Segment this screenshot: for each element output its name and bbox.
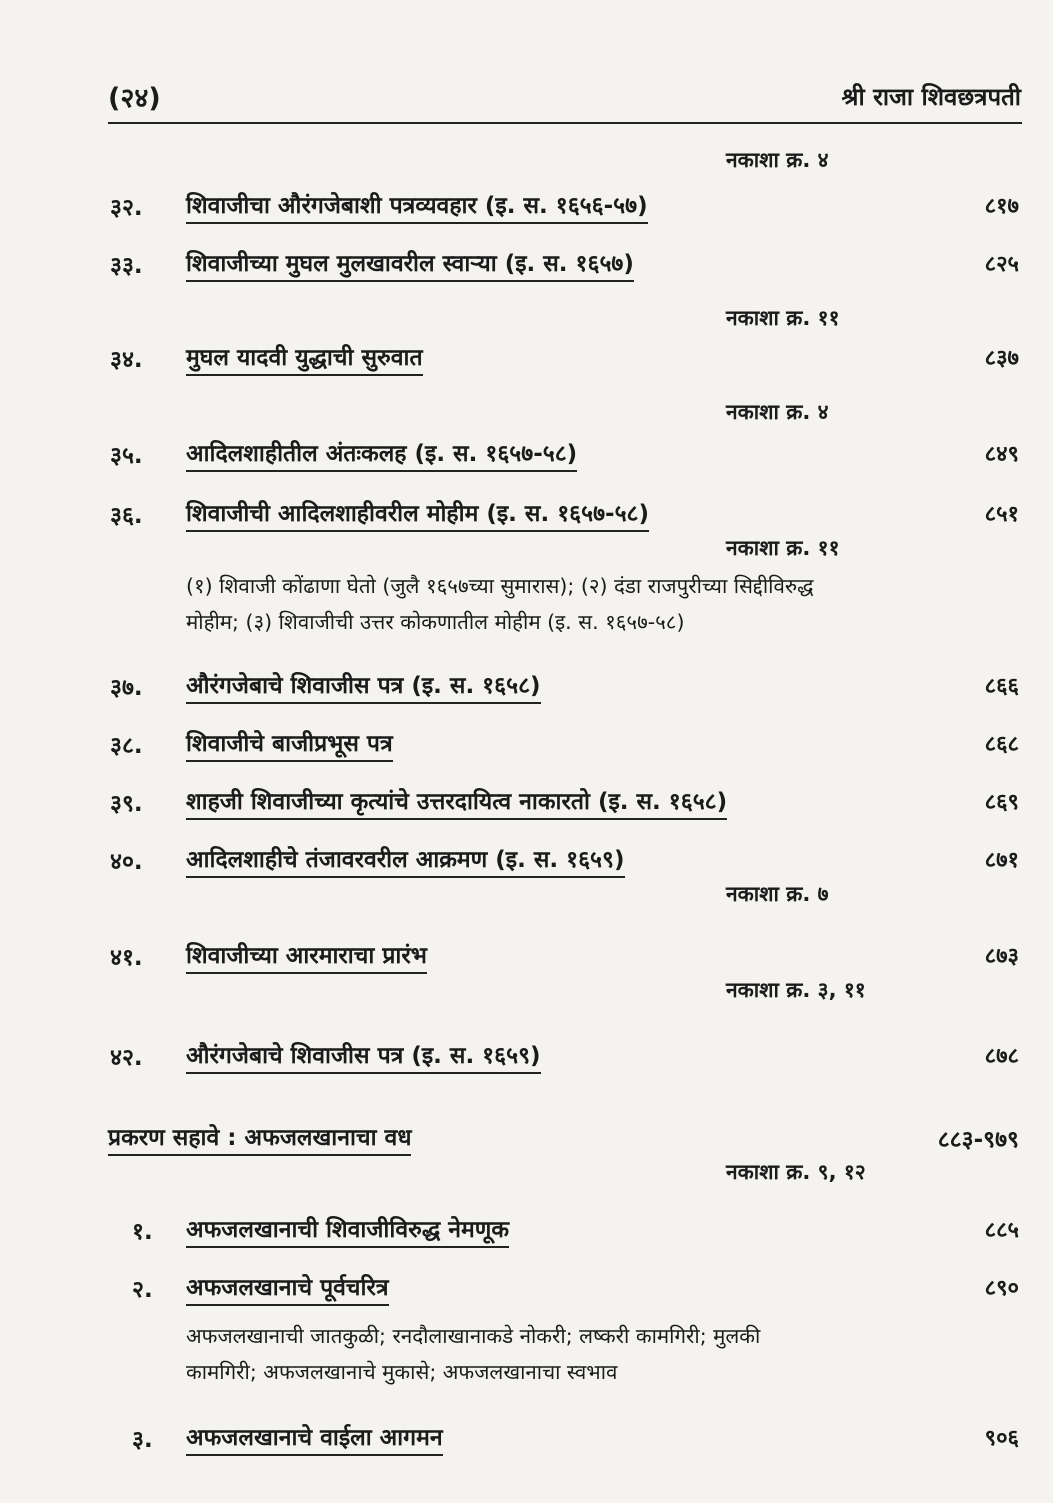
toc-entry[interactable] xyxy=(0,186,1053,226)
entry-number: ३४. xyxy=(110,347,143,373)
entry-page: ८१७ xyxy=(984,194,1019,219)
toc-entry[interactable] xyxy=(0,244,1053,284)
entry-title: शिवाजीचा औरंगजेबाशी पत्रव्यवहार (इ. स. १६५६-५७) xyxy=(186,188,648,224)
subtopic-line: कामगिरी; अफजलखानाचे मुकासे; अफजलखानाचा स्वभाव xyxy=(186,1360,618,1384)
entry-number: १. xyxy=(132,1219,153,1245)
entry-page: ८८५ xyxy=(984,1218,1019,1243)
entry-title: शाहजी शिवाजीच्या कृत्यांचे उत्तरदायित्व नाकारतो (इ. स. १६५८) xyxy=(186,784,727,820)
entry-title: आदिलशाहीचे तंजावरवरील आक्रमण (इ. स. १६५९) xyxy=(186,842,625,878)
entry-number: ३५. xyxy=(110,443,143,469)
chapter-title[interactable]: प्रकरण सहावे : अफजलखानाचा वध xyxy=(108,1120,411,1156)
entry-page: ९०६ xyxy=(984,1426,1019,1451)
map-reference: नकाशा क्र. ४ xyxy=(726,148,829,172)
entry-title: शिवाजीच्या आरमाराचा प्रारंभ xyxy=(186,938,427,974)
entry-number: ४१. xyxy=(110,945,143,971)
subtopic-line: मोहीम; (३) शिवाजीची उत्तर कोकणातील मोहीम (इ. स. १६५७-५८) xyxy=(186,610,685,634)
entry-number: ३३. xyxy=(110,253,143,279)
entry-number: ३२. xyxy=(110,195,143,221)
map-reference: नकाशा क्र. ७ xyxy=(726,882,829,906)
entry-number: ३. xyxy=(132,1427,153,1453)
toc-entry[interactable] xyxy=(0,338,1053,378)
entry-number: ३७. xyxy=(110,675,143,701)
toc-entry[interactable] xyxy=(0,1036,1053,1076)
entry-page: ८४९ xyxy=(984,442,1019,467)
map-reference: नकाशा क्र. ९, १२ xyxy=(726,1160,866,1184)
entry-title: अफजलखानाचे वाईला आगमन xyxy=(186,1420,443,1456)
entry-title: शिवाजीचे बाजीप्रभूस पत्र xyxy=(186,726,393,762)
toc-entry[interactable] xyxy=(0,434,1053,474)
toc-entry[interactable] xyxy=(0,782,1053,822)
entry-title: औरंगजेबाचे शिवाजीस पत्र (इ. स. १६५८) xyxy=(186,668,541,704)
header-rule xyxy=(108,122,1022,124)
entry-number: २. xyxy=(132,1277,153,1303)
entry-page: ८७८ xyxy=(984,1044,1019,1069)
map-reference: नकाशा क्र. ११ xyxy=(726,306,840,330)
toc-entry[interactable] xyxy=(0,840,1053,880)
entry-page: ८२५ xyxy=(984,252,1019,277)
entry-number: ४२. xyxy=(110,1045,143,1071)
entry-title: औरंगजेबाचे शिवाजीस पत्र (इ. स. १६५९) xyxy=(186,1038,541,1074)
entry-title: शिवाजीची आदिलशाहीवरील मोहीम (इ. स. १६५७-५८) xyxy=(186,496,649,532)
entry-number: ३९. xyxy=(110,791,143,817)
toc-entry[interactable] xyxy=(0,666,1053,706)
entry-number: ३६. xyxy=(110,503,143,529)
entry-title: शिवाजीच्या मुघल मुलखावरील स्वाऱ्या (इ. स. १६५७) xyxy=(186,246,634,282)
entry-page: ८६८ xyxy=(984,732,1019,757)
entry-subtopics xyxy=(186,568,946,640)
toc-entry[interactable] xyxy=(0,724,1053,764)
toc-entry[interactable] xyxy=(0,1418,1053,1458)
entry-page: ८३७ xyxy=(984,346,1019,371)
running-title: श्री राजा शिवछत्रपती xyxy=(841,83,1021,111)
entry-number: ४०. xyxy=(110,849,143,875)
toc-entry[interactable] xyxy=(0,1268,1053,1308)
map-reference: नकाशा क्र. ११ xyxy=(726,536,840,560)
entry-page: ८७३ xyxy=(984,944,1019,969)
map-reference: नकाशा क्र. ४ xyxy=(726,400,829,424)
entry-page: ८५१ xyxy=(984,502,1019,527)
page-number: (२४) xyxy=(108,83,161,114)
toc-entry[interactable] xyxy=(0,494,1053,534)
subtopic-line: (१) शिवाजी कोंढाणा घेतो (जुलै १६५७च्या सुमारास); (२) दंडा राजपुरीच्या सिद्दीविरुद्ध xyxy=(186,574,814,598)
chapter-page-range: ८८३-९७९ xyxy=(937,1127,1019,1153)
entry-title: आदिलशाहीतील अंतःकलह (इ. स. १६५७-५८) xyxy=(186,436,577,472)
subtopic-line: अफजलखानाची जातकुळी; रनदौलाखानाकडे नोकरी; लष्करी कामगिरी; मुलकी xyxy=(186,1324,761,1348)
entry-number: ३८. xyxy=(110,733,143,759)
toc-entry[interactable] xyxy=(0,1210,1053,1250)
entry-page: ८९० xyxy=(984,1276,1019,1301)
entry-subtopics xyxy=(186,1318,946,1390)
map-reference: नकाशा क्र. ३, ११ xyxy=(726,978,866,1002)
entry-page: ८६९ xyxy=(984,790,1019,815)
entry-page: ८६६ xyxy=(984,674,1019,699)
toc-entry[interactable] xyxy=(0,936,1053,976)
entry-page: ८७१ xyxy=(984,848,1019,873)
entry-title: अफजलखानाची शिवाजीविरुद्ध नेमणूक xyxy=(186,1212,509,1248)
entry-title: मुघल यादवी युद्धाची सुरुवात xyxy=(186,340,423,376)
entry-title: अफजलखानाचे पूर्वचरित्र xyxy=(186,1270,389,1306)
